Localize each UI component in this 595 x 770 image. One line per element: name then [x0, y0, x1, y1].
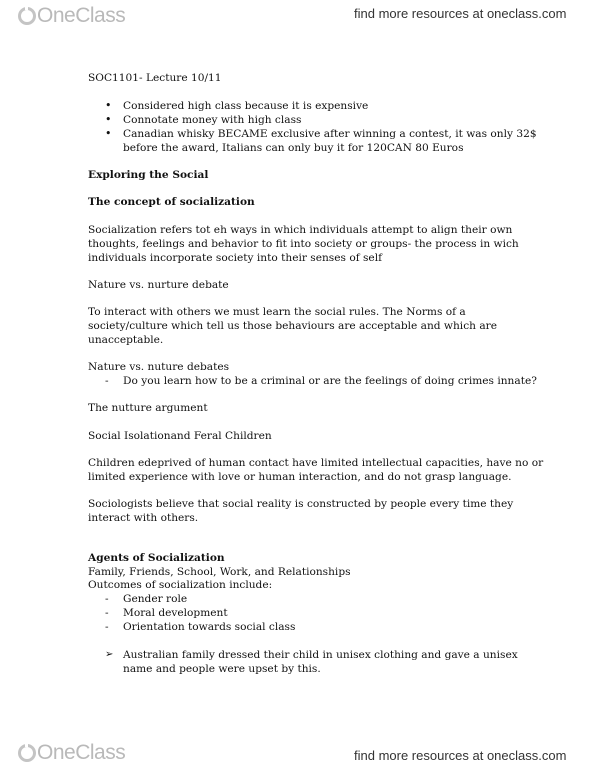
paragraph-line: individuals incorporate society into their senses of self: [88, 252, 383, 264]
logo-text: OneClass: [37, 741, 126, 764]
bullet-item: Considered high class because it is expensive: [123, 100, 369, 112]
nutture-argument: The nutture argument: [88, 402, 208, 414]
oneclass-logo-footer: [18, 741, 125, 765]
logo-text: OneClass: [37, 4, 126, 27]
find-resources-link[interactable]: find more resources at oneclass.com: [354, 6, 567, 21]
bullet-item: Connotate money with high class: [123, 114, 302, 126]
australian-line: Australian family dressed their child in unisex clothing and gave a unisex: [123, 649, 518, 661]
dash-icon: -: [105, 375, 109, 387]
logo-ring-icon: [18, 744, 36, 762]
paragraph-line: thoughts, feelings and behavior to fit into society or groups- the process in wich: [88, 238, 519, 250]
bullet-item: Canadian whisky BECAME exclusive after winning a contest, it was only 32$: [123, 128, 537, 140]
outcome-item: Moral development: [123, 607, 228, 619]
dash-icon: -: [105, 607, 109, 619]
criminal-question: Do you learn how to be a criminal or are the feelings of doing crimes innate?: [123, 375, 537, 387]
find-resources-link-footer[interactable]: find more resources at oneclass.com: [354, 748, 567, 763]
dash-icon: -: [105, 621, 109, 633]
nature-nuture-debates: Nature vs. nuture debates: [88, 361, 230, 373]
paragraph-line: unacceptable.: [88, 334, 164, 346]
paragraph-line: interact with others.: [88, 512, 199, 524]
paragraph-line: Sociologists believe that social reality is constructed by people every time they: [88, 498, 514, 510]
agents-list: Family, Friends, School, Work, and Relationships: [88, 566, 351, 578]
bullet-icon: •: [105, 99, 112, 112]
outcome-item: Orientation towards social class: [123, 621, 296, 633]
bullet-icon: •: [105, 113, 112, 126]
arrow-bullet-icon: ➢: [105, 649, 114, 660]
social-isolation: Social Isolationand Feral Children: [88, 430, 272, 442]
paragraph-line: limited experience with love or human interaction, and do not grasp language.: [88, 471, 512, 483]
bullet-item-continued: before the award, Italians can only buy it for 120CAN 80 Euros: [123, 142, 464, 154]
heading-agents-socialization: Agents of Socialization: [88, 552, 225, 564]
paragraph-line: To interact with others we must learn the social rules. The Norms of a: [88, 306, 466, 318]
outcome-item: Gender role: [123, 593, 188, 605]
paragraph-line: society/culture which tell us those behaviours are acceptable and which are: [88, 320, 497, 332]
australian-line: name and people were upset by this.: [123, 663, 321, 675]
heading-exploring-social: Exploring the Social: [88, 169, 209, 181]
bullet-icon: •: [105, 127, 112, 140]
outcomes-intro: Outcomes of socialization include:: [88, 579, 273, 591]
paragraph-line: Children edeprived of human contact have limited intellectual capacities, have no or: [88, 457, 544, 469]
lecture-title: SOC1101- Lecture 10/11: [88, 72, 222, 84]
nature-nurture-debate: Nature vs. nurture debate: [88, 279, 229, 291]
oneclass-logo: [18, 4, 125, 28]
dash-icon: -: [105, 593, 109, 605]
heading-concept-socialization: The concept of socialization: [88, 196, 255, 208]
paragraph-line: Socialization refers tot eh ways in which individuals attempt to align their own: [88, 224, 513, 236]
logo-ring-icon: [18, 7, 36, 25]
